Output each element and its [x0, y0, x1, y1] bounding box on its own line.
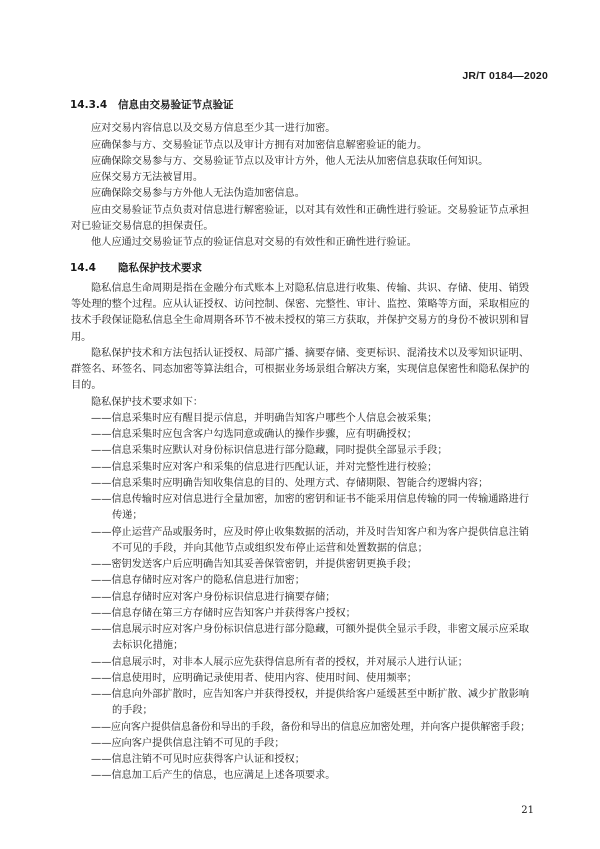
header-doc-code: JR/T 0184—2020: [462, 70, 548, 82]
paragraph-line: 他人应通过交易验证节点的验证信息对交易的有效性和正确性进行验证。: [91, 237, 417, 248]
paragraph-line: 技术手段保证隐私信息全生命周期各环节不被未授权的第三方获取，并保护交易方的身份不被识别和冒: [71, 315, 530, 326]
list-item: ——信息注销不可见时应获得客户认证和授权；: [91, 754, 305, 765]
heading-14-3-4: [70, 97, 234, 112]
paragraph-line: 隐私保护技术要求如下：: [91, 397, 204, 408]
list-item-continuation: 传递；: [112, 510, 143, 521]
list-item: ——信息采集时应明确告知收集信息的目的、处理方式、存储期限、智能合约逻辑内容；: [91, 478, 489, 489]
heading-number: 14.3.4: [70, 99, 108, 111]
paragraph-line: 对已验证交易信息的担保责任。: [71, 221, 214, 232]
heading-number: 14.4: [70, 262, 96, 274]
paragraph-line: 目的。: [71, 380, 102, 391]
paragraph-line: 应确保除交易参与方、交易验证节点以及审计方外，他人无法从加密信息获取任何知识。: [91, 156, 489, 167]
paragraph-line: 应确保除交易参与方外他人无法伪造加密信息。: [91, 188, 305, 199]
list-item: ——信息使用时，应明确记录使用者、使用内容、使用时间、使用频率；: [91, 673, 417, 684]
list-item-continuation: 不可见的手段，并向其他节点或组织发布停止运营和处置数据的信息；: [112, 543, 428, 554]
list-item: ——应向客户提供信息备份和导出的手段，备份和导出的信息应加密处理，并向客户提供解密手段；: [91, 722, 531, 733]
heading-title: 隐私保护技术要求: [118, 262, 202, 274]
paragraph-line: 应确保参与方、交易验证节点以及审计方拥有对加密信息解密验证的能力。: [91, 140, 428, 151]
paragraph-line: 隐私保护技术和方法包括认证授权、局部广播、摘要存储、变更标识、混淆技术以及零知识证明、: [91, 348, 530, 359]
heading-title: 信息由交易验证节点验证: [118, 99, 234, 111]
list-item: ——应向客户提供信息注销不可见的手段；: [91, 738, 285, 749]
page-number: 21: [521, 805, 534, 816]
list-item: ——信息存储时应对客户身份标识信息进行摘要存储；: [91, 592, 336, 603]
list-item: ——信息加工后产生的信息，也应满足上述各项要求。: [91, 770, 336, 781]
list-item-continuation: 去标识化措施；: [112, 640, 184, 651]
list-item: ——信息展示时应对客户身份标识信息进行部分隐藏，可额外提供全显示手段，非密文展示应采取: [91, 624, 530, 635]
list-item: ——信息采集时应有醒目提示信息，并明确告知客户哪些个人信息会被采集；: [91, 413, 438, 424]
list-item: ——密钥发送客户后应明确告知其妥善保管密钥，并提供密钥更换手段；: [91, 559, 417, 570]
list-item: ——信息传输时应对信息进行全量加密，加密的密钥和证书不能采用信息传输的同一传输通路进行: [91, 494, 530, 505]
paragraph-line: 应保交易方无法被冒用。: [91, 172, 204, 183]
paragraph-line: 应对交易内容信息以及交易方信息至少其一进行加密。: [91, 123, 336, 134]
paragraph-line: 应由交易验证节点负责对信息进行解密验证，以对其有效性和正确性进行验证。交易验证节点承担: [91, 205, 530, 216]
list-item: ——信息采集时应包含客户勾选同意或确认的操作步骤，应有明确授权；: [91, 429, 417, 440]
heading-14-4: [70, 260, 202, 275]
list-item: ——信息存储时应对客户的隐私信息进行加密；: [91, 575, 305, 586]
list-item: ——信息展示时，对非本人展示应先获得信息所有者的授权，并对展示人进行认证；: [91, 657, 468, 668]
list-item: ——信息存储在第三方存储时应告知客户并获得客户授权；: [91, 608, 356, 619]
list-item: ——停止运营产品或服务时，应及时停止收集数据的活动，并及时告知客户和为客户提供信息注销: [91, 527, 530, 538]
list-item: ——信息向外部扩散时，应告知客户并获得授权，并提供给客户延缓甚至中断扩散、减少扩散影响: [91, 689, 530, 700]
list-item: ——信息采集时应默认对身份标识信息进行部分隐藏，同时提供全部显示手段；: [91, 445, 448, 456]
paragraph-line: 隐私信息生命周期是指在金融分布式账本上对隐私信息进行收集、传输、共识、存储、使用、销毁: [91, 283, 530, 294]
list-item-continuation: 的手段；: [112, 705, 153, 716]
paragraph-line: 群签名、环签名、同态加密等算法组合，可根据业务场景组合解决方案，实现信息保密性和隐私保护的: [71, 364, 530, 375]
paragraph-line: 等处理的整个过程。应从认证授权、访问控制、保密、完整性、审计、监控、策略等方面，采取相应的: [71, 299, 530, 310]
list-item: ——信息采集时应对客户和采集的信息进行匹配认证，并对完整性进行校验；: [91, 462, 438, 473]
paragraph-line: 用。: [71, 332, 92, 343]
